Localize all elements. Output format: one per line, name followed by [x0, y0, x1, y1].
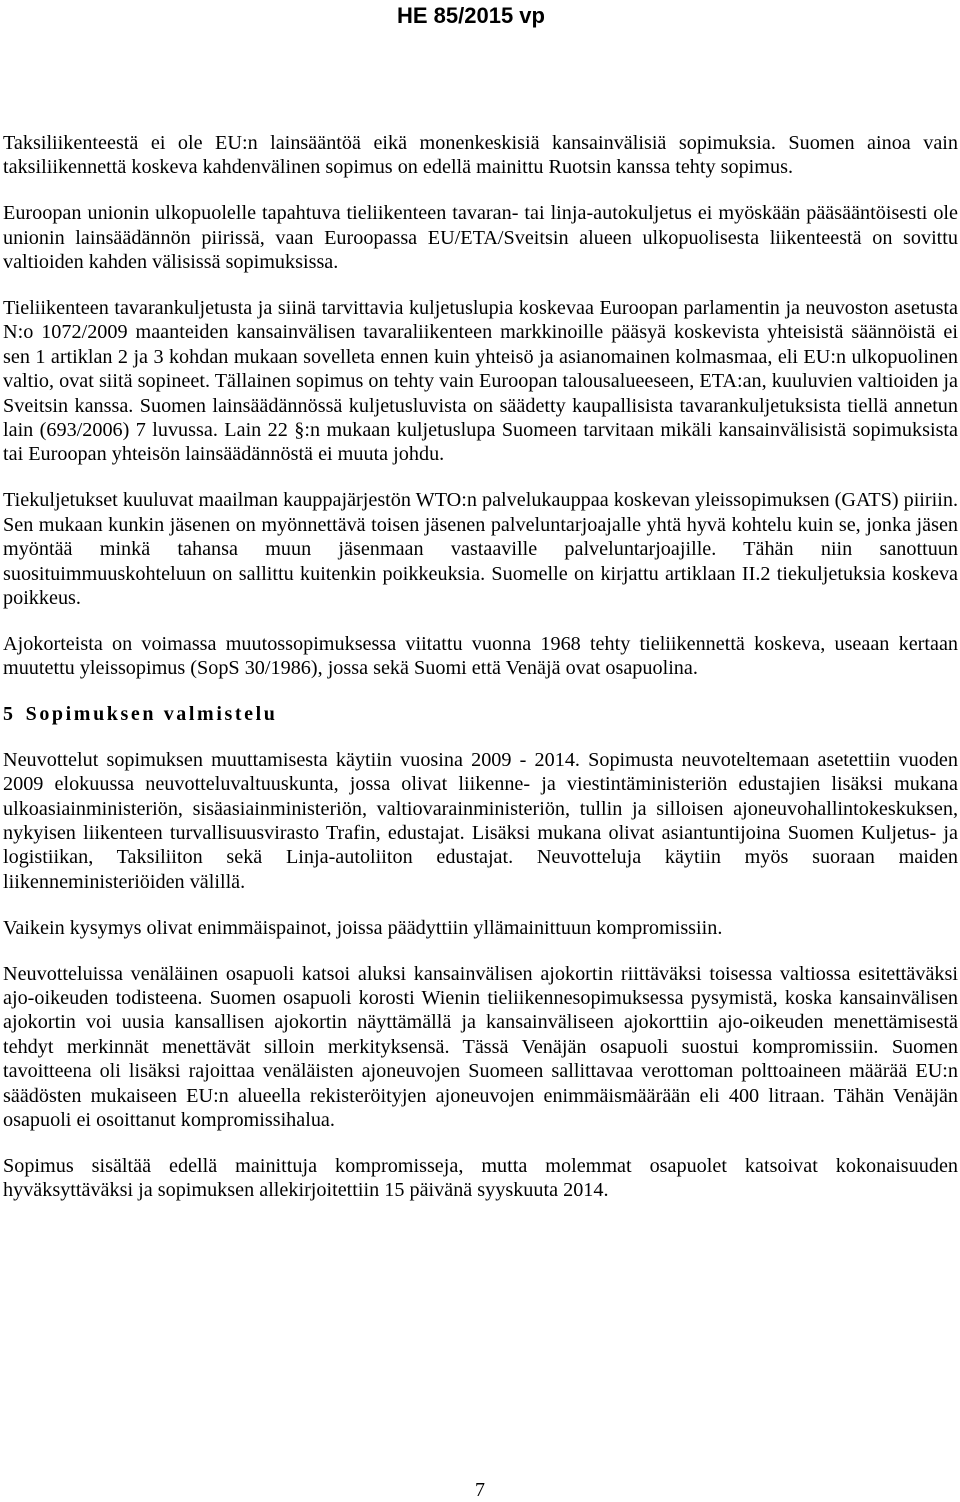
paragraph-negotiations: Neuvottelut sopimuksen muuttamisesta käytiin vuosina 2009 - 2014. Sopimusta neuvoteltemaan asetettiin vuoden 2009 elokuussa neuvotteluvaltuuskunta, jossa olivat liikenne- ja viestintäministeriön edustajien lisäksi mukana ulkoasiainministeriön, sisäasiainministeriön, valtiovarainministeriön, tullin ja silloisen ajoneuvohallintokeskuksen, nykyisen liikenteen turvallisuusvirasto Trafin, edustajat. Lisäksi mukana olivat asiantuntijoina Suomen Kuljetus- ja logistiikan, Taksiliiton sekä Linja-autoliiton edustajat. Neuvotteluja käytiin myös suoraan maiden liikenneministeriöiden välillä.: [3, 748, 958, 893]
section-title: Sopimuksen valmistelu: [25, 703, 278, 726]
page-number: 7: [475, 1479, 485, 1501]
paragraph-agreement-signed: Sopimus sisältää edellä mainittuja kompromisseja, mutta molemmat osapuolet katsoivat kokonaisuuden hyväksyttäväksi ja sopimuksen allekirjoitettiin 15 päivänä syyskuuta 2014.: [3, 1154, 958, 1202]
paragraph-outside-eu-transport: Euroopan unionin ulkopuolelle tapahtuva tieliikenteen tavaran- tai linja-autokuljetus ei myöskään pääsääntöisesti ole unionin lainsäädännön piirissä, vaan Euroopassa EU/ETA/Sveitsin alueen ulkopuolisesta liikenteestä on sovittu valtioiden kahden välisissä sopimuksissa.: [3, 202, 958, 274]
paragraph-driving-licences: Ajokorteista on voimassa muutossopimuksessa viitattu vuonna 1968 tehty tieliikennettä koskeva, useaan kertaan muutettu yleissopimus (SopS 30/1986), jossa sekä Suomi että Venäjä ovat osapuolina.: [3, 632, 958, 680]
document-body: [3, 131, 958, 1224]
document-header: HE 85/2015 vp: [397, 3, 545, 28]
paragraph-regulation-1072-2009: Tieliikenteen tavarankuljetusta ja siinä tarvittavia kuljetuslupia koskevaa Euroopan parlamentin ja neuvoston asetusta N:o 1072/2009 maanteiden kansainvälisen tavaraliikenteen markkinoille pääsyä koskevista yhteisistä säännöistä ei sen 1 artiklan 2 ja 3 kohdan mukaan sovelleta ennen kuin yhteisö ja asianomainen kolmasmaa, eli EU:n ulkopuolinen valtio, ovat siitä sopineet. Tällainen sopimus on tehty vain Euroopan talousalueeseen, ETA:an, kuuluvien valtioiden ja Sveitsin kanssa. Suomen lainsäädännössä kuljetusluvista on säädetty kaupallisista tavarankuljetuksista tiellä annetun lain (693/2006) 7 luvussa. Lain 22 §:n mukaan kuljetuslupa Suomeen tarvitaan mikäli kansainvälisistä sopimuksista tai Euroopan yhteisön lainsäädännöstä ei muuta johdu.: [3, 297, 958, 466]
paragraph-russian-party: Neuvotteluissa venäläinen osapuoli katsoi aluksi kansainvälisen ajokortin riittäväksi toisessa valtiossa esitettäväksi ajo-oikeuden todisteena. Suomen osapuoli korosti Wienin tieliikennesopimuksessa pysymistä, koska kansainvälisen ajokortin voi uusia kansallisen ajokortin näyttämällä ja kansainväliseen ajokorttiin ajo-oikeuden menettämisestä tehdyt merkinnät menettävät silloin merkityksensä. Tässä Venäjän osapuoli suostui kompromissiin. Suomen tavoitteena oli lisäksi rajoittaa venäläisten ajoneuvojen Suomeen sallittavaa verottoman polttoaineen määrää EU:n säädösten mukaiseen EU:n alueella rekisteröityjen ajoneuvojen enimmäismäärään eli 400 litraan. Tähän Venäjän osapuoli ei osoittanut kompromissihalua.: [3, 962, 958, 1131]
paragraph-wto-gats: Tiekuljetukset kuuluvat maailman kauppajärjestön WTO:n palvelukauppaa koskevan yleissopimuksen (GATS) piiriin. Sen mukaan kunkin jäsenen on myönnettävä toisen jäsenen palveluntarjoajalle yhtä hyvä kohtelu kuin se, jonka jäsen myöntää minkä tahansa muun jäsenmaan vastaaville palveluntarjoajille. Tähän niin sanottuun suosituimmuuskohteluun on sallittu kuitenkin poikkeuksia. Suomelle on kirjattu artiklaan II.2 tiekuljetuksia koskeva poikkeus.: [3, 489, 959, 609]
section-number: 5: [3, 703, 16, 726]
paragraph-taxi-traffic: Taksiliikenteestä ei ole EU:n lainsääntöä eikä monenkeskisiä kansainvälisiä sopimuksia. Suomen ainoa vain taksiliikennettä koskeva kahdenvälinen sopimus on edellä mainittu Ruotsin kanssa tehty sopimus.: [3, 132, 958, 179]
section-heading: [3, 702, 958, 726]
paragraph-maximum-weights: Vaikein kysymys olivat enimmäispainot, joissa päädyttiin yllämainittuun kompromissiin.: [3, 916, 723, 939]
